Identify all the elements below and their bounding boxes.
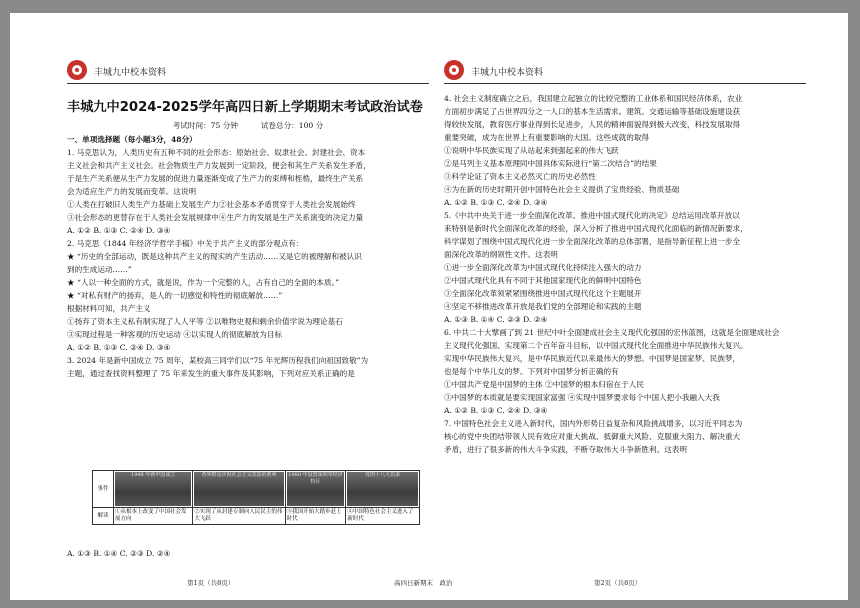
left-page xyxy=(67,13,429,600)
text-line: 主义社会和共产主义社会。社会物质生产力发展到一定阶段，便会和其生产关系发生矛盾， xyxy=(67,161,371,170)
text-line: ①说明中华民族实现了从站起来到强起来的伟大飞跃 xyxy=(444,146,619,155)
school-logo-icon xyxy=(67,60,87,80)
text-line: ③中国梦的本质就是要实现国家富强 ④实现中国梦要求每个中国人把小我融入大我 xyxy=(444,393,720,402)
photo-caption: 1980 年设置深圳等经济特区 xyxy=(288,472,343,485)
page-footer-right: 第2页（共8页） xyxy=(594,579,642,587)
text-line: 得较快发展，教育医疗事业得到长足进步，人民的精神面貌得到极大改变，科技发展取得 xyxy=(444,120,741,129)
page-header-left xyxy=(67,60,429,86)
page-header-right xyxy=(444,60,806,86)
figure-caption: ②实现了从封建专制向人民民主的伟大飞跃 xyxy=(193,508,285,525)
section-heading: 一、单项选择题（每小题3分，48分） xyxy=(67,135,197,144)
question-3-figure xyxy=(92,470,420,525)
photo-caption: 各界群众庆祝社会主义改造的胜利 xyxy=(201,472,277,478)
text-line: 7. 中国特色社会主义进入新时代，国内外形势日益复杂和风险挑战增多，以习近平同志为 xyxy=(444,419,743,428)
text-line: A. ①③ B. ①④ C. ②③ D. ②④ xyxy=(444,315,548,324)
exam-score: 试卷总分：100 分 xyxy=(260,121,324,130)
text-line: A. ①② B. ①③ C. ②④ D. ③④ xyxy=(444,406,548,415)
right-question-text xyxy=(444,92,806,456)
text-line: 来特别是新时代全面深化改革的经验，深入分析了推进中国式现代化面临的新情况新要求， xyxy=(444,224,748,233)
page-footer-center: 高四日新期末 政治 xyxy=(394,579,453,587)
header-divider xyxy=(444,83,806,84)
text-line: 面深化改革的纲领性文件。这表明 xyxy=(444,250,558,259)
text-line: 于是生产关系便从生产力发展的促进力量逐渐变成了生产力的束缚和桎梏，最终生产关系 xyxy=(67,174,364,183)
text-line: ③全面深化改革须紧紧围绕推进中国式现代化这个主题展开 xyxy=(444,289,642,298)
header-divider xyxy=(67,83,429,84)
exam-meta xyxy=(67,120,429,131)
text-line: 重要突破，成为在世界上有重要影响的大国。这些成就的取得 xyxy=(444,133,650,142)
figure-caption: ①从根本上改变了中国社会发展方向 xyxy=(114,508,193,525)
page-footer-left: 第1页（共8页） xyxy=(187,579,235,587)
text-line: 6. 中共二十大擘画了到 21 世纪中叶全面建成社会主义现代化强国的宏伟蓝图，这就是全面建成社会 xyxy=(444,328,780,337)
text-line: 也是每个中华儿女的梦。下列对中国梦分析正确的有 xyxy=(444,367,619,376)
exam-title: 丰城九中2024-2025学年高四日新上学期期末考试政治试卷 xyxy=(67,100,423,115)
school-logo-icon xyxy=(444,60,464,80)
text-line: 核心的党中央团结带领人民有效应对重大挑战、抵御重大风险、克服重大阻力、解决重大 xyxy=(444,432,741,441)
question-3-options xyxy=(67,547,429,560)
text-line: 2. 马克思《1844 年经济学哲学手稿》中关于共产主义的部分观点有： xyxy=(67,239,304,248)
text-line: ②中国式现代化具有不同于其他国家现代化的鲜明中国特色 xyxy=(444,276,642,285)
text-line: ①中国共产党是中国梦的主体 ②中国梦的根本归宿在于人民 xyxy=(444,380,644,389)
text-line: 主题，通过查找资料整理了 75 年来发生的重大事件及其影响，下列对应关系正确的是 xyxy=(67,369,355,378)
text-line: A. ①② B. ①③ C. ②④ D. ③④ xyxy=(67,343,171,352)
photo-caption: 党的十八大以来 xyxy=(365,472,401,478)
figure-row-label: 解读 xyxy=(93,508,114,525)
text-line: 1. 马克思认为，人类历史有五种不同的社会形态：原始社会、奴隶社会、封建社会、资本 xyxy=(67,148,366,157)
text-line: 3. 2024 年是新中国成立 75 周年，某校高三同学们以“75 年光辉历程我们向祖国致敬”为 xyxy=(67,356,369,365)
exam-time: 考试时间：75 分钟 xyxy=(172,121,238,130)
figure-photo xyxy=(194,472,283,506)
right-page xyxy=(444,13,806,600)
text-line: 方面初步满足了占世界四分之一人口的基本生活需求。建筑、交通运输等基础设施建设获 xyxy=(444,107,741,116)
text-line: 5.《中共中央关于进一步全面深化改革、推进中国式现代化的决定》总结运用改革开放以 xyxy=(444,211,740,220)
text-line: 会为适应生产力的发展而变革。这说明 xyxy=(67,187,197,196)
school-name: 丰城九中校本资料 xyxy=(94,68,167,78)
figure-photo xyxy=(287,472,345,506)
text-line: A. ①② B. ①③ C. ②④ D. ③④ xyxy=(67,226,171,235)
left-question-text xyxy=(67,133,429,380)
text-line: ★ “历史的全部运动，既是这种共产主义的现实的产生活动……又是它的被理解和被认识 xyxy=(67,252,362,261)
text-line: 矛盾，进行了很多新的伟大斗争实践，不断夺取伟大斗争新胜利。这表明 xyxy=(444,445,687,454)
school-name: 丰城九中校本资料 xyxy=(471,68,544,78)
figure-photo xyxy=(115,472,191,506)
text-line: ③科学论证了资本主义必然灭亡的历史必然性 xyxy=(444,172,596,181)
text-line: ④坚定不移推进改革开放是我们党的全部理论和实践的主题 xyxy=(444,302,642,311)
text-line: 4. 社会主义制度确立之后，我国建立起独立的比较完整的工业体系和国民经济体系，农业 xyxy=(444,94,743,103)
text-line: 实现中华民族伟大复兴，是中华民族近代以来最伟大的梦想。中国梦是国家梦、民族梦， xyxy=(444,354,741,363)
text-line: ③实现过程是一种客观的历史运动 ④以实现人的彻底解放为目标 xyxy=(67,330,283,339)
figure-caption: ④中国特色社会主义进入了新时代 xyxy=(346,508,420,525)
text-line: A. ①② B. ①③ C. ②④ D. ③④ xyxy=(444,198,548,207)
text-line: 科学谋划了围绕中国式现代化进一步全面深化改革的总体部署，是指导新征程上进一步全 xyxy=(444,237,741,246)
answer-options: A. ①③ B. ①④ C. ②③ D. ②④ xyxy=(67,549,171,558)
text-line: ①人类在打破旧人类生产力基础上发展生产力②社会基本矛盾贯穿于人类社会发展始终 xyxy=(67,200,356,209)
text-line: ★ “对私有财产的扬弃，是人的一切感觉和特性的彻底解放……” xyxy=(67,291,283,300)
photo-caption: 1949 年新中国成立 xyxy=(131,472,176,478)
exam-sheet xyxy=(10,13,848,600)
text-line: 根据材料可知，共产主义 xyxy=(67,304,151,313)
text-line: 到的生成运动……” xyxy=(67,265,132,274)
text-line: 主义现代化强国、实现第二个百年奋斗目标，以中国式现代化全面推进中华民族伟大复兴。 xyxy=(444,341,748,350)
text-line: ①进一步全面深化改革为中国式现代化持续注入强大的动力 xyxy=(444,263,642,272)
text-line: ★ “人以一种全面的方式，就是说，作为一个完整的人，占有自己的全面的本质。” xyxy=(67,278,340,287)
text-line: ①扬弃了资本主义私有制实现了人人平等 ②以唯物史观和剩余价值学说为理论基石 xyxy=(67,317,343,326)
text-line: ②是马列主义基本原理同中国具体实际进行“第二次结合”的结果 xyxy=(444,159,657,168)
text-line: ④为在新的历史时期开创中国特色社会主义提供了宝贵经验、物质基础 xyxy=(444,185,680,194)
figure-photo xyxy=(347,472,418,506)
figure-caption: ③我国开始大踏步赶上时代 xyxy=(285,508,346,525)
figure-row-label: 事件 xyxy=(93,471,114,508)
text-line: ③社会形态的更替存在于人类社会发展规律中④生产力的发展是生产关系演变的决定力量 xyxy=(67,213,364,222)
